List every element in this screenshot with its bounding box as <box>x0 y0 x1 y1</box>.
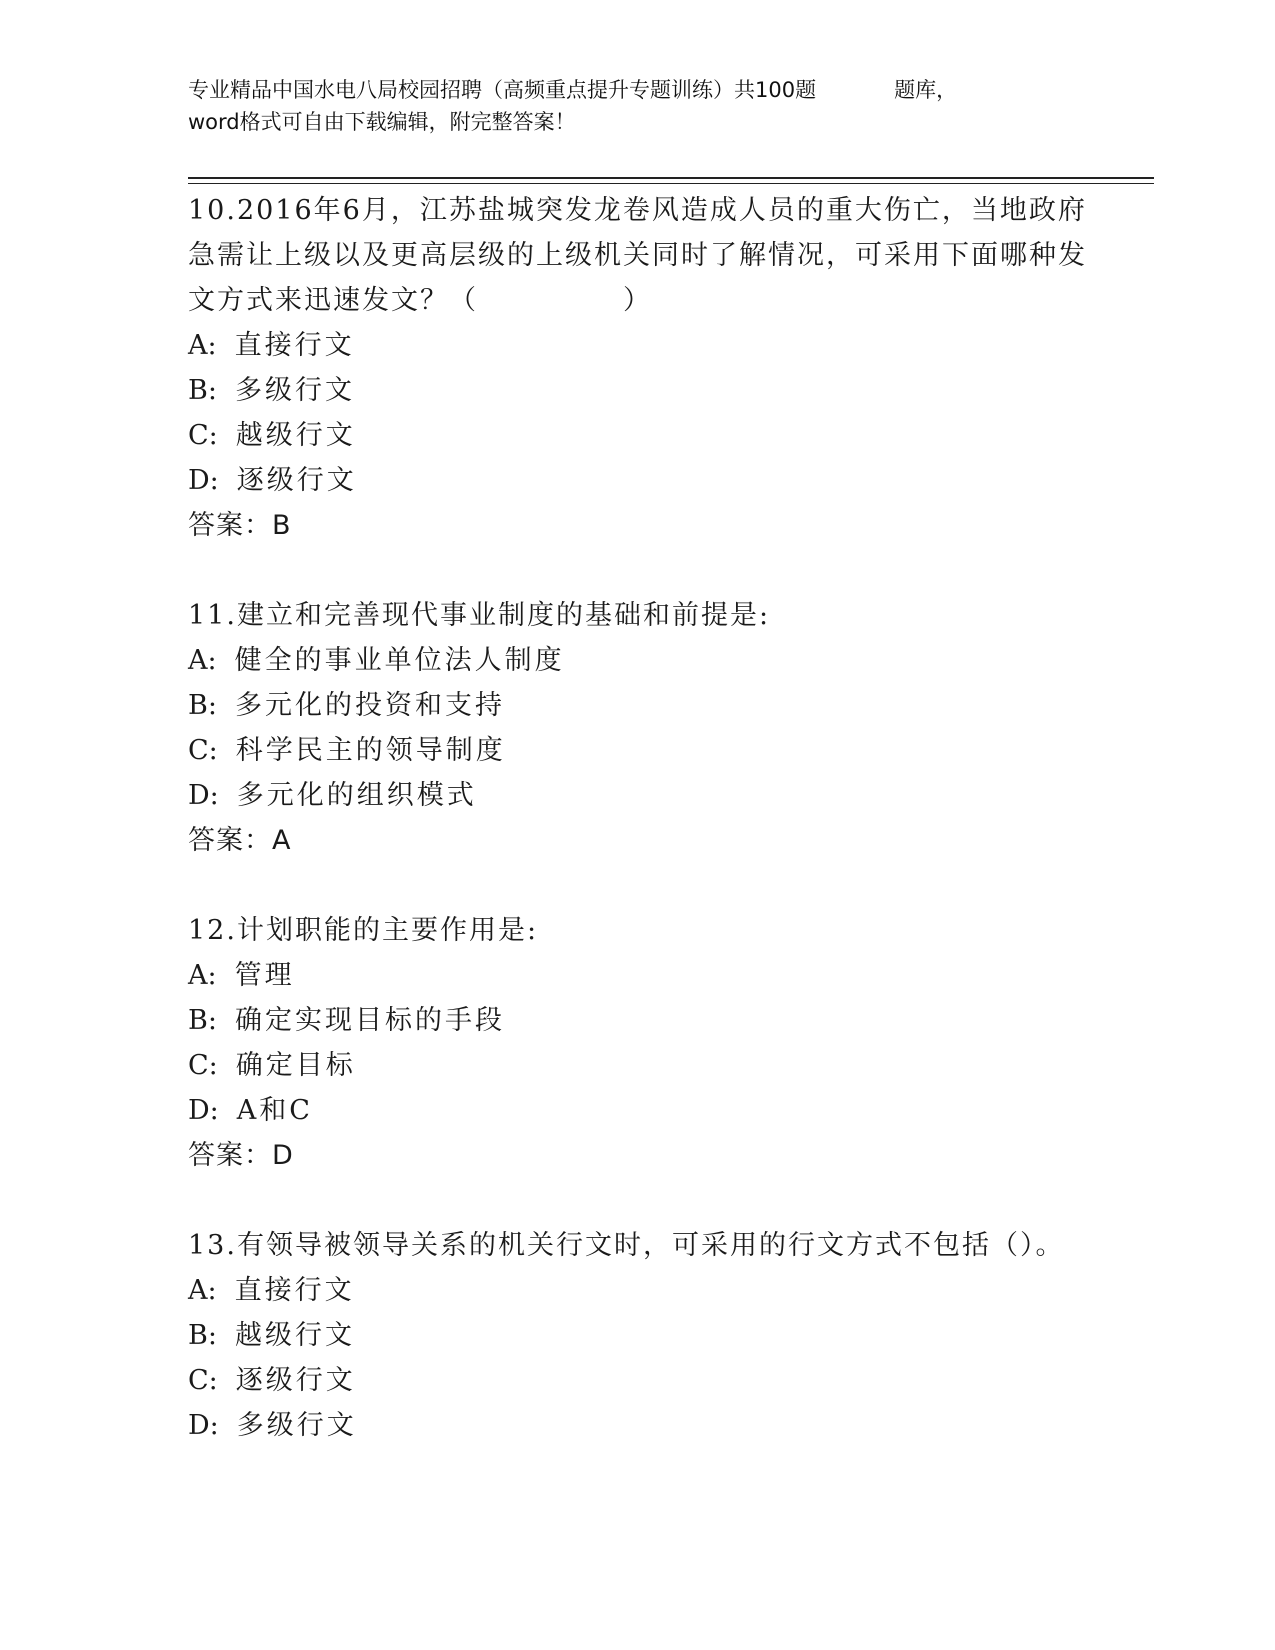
answer-line: 答案：A <box>188 825 292 856</box>
option-key: D: <box>188 1410 219 1441</box>
option-text: 多元化的投资和支持 <box>234 690 505 721</box>
header-suffix: 题库， <box>894 78 958 102</box>
option-text: 直接行文 <box>234 1275 355 1306</box>
option-text: 管理 <box>234 960 295 991</box>
answer-line: 答案：B <box>188 510 292 541</box>
question-stem: 2016年6月，江苏盐城突发龙卷风造成人员的重大伤亡，当地政府急需让上级以及更高层级的上级机关同时了解情况，可采用下面哪种发文方式来迅速发文？（ ） <box>188 195 1087 316</box>
question-item <box>188 1223 1088 1448</box>
option-a <box>188 1268 1088 1313</box>
question-item <box>188 188 1088 548</box>
option-text: 确定实现目标的手段 <box>234 1005 505 1036</box>
option-text: 确定目标 <box>235 1050 356 1081</box>
option-text: 多级行文 <box>234 375 355 406</box>
question-item <box>188 908 1088 1178</box>
option-c <box>188 413 1088 458</box>
header-line-1 <box>188 74 1088 106</box>
option-text: 科学民主的领导制度 <box>235 735 506 766</box>
option-d <box>188 773 1088 818</box>
option-key: A: <box>188 330 217 361</box>
option-key: A: <box>188 645 217 676</box>
option-key: C: <box>188 1050 218 1081</box>
question-text <box>188 908 1088 953</box>
option-text: A和C <box>236 1095 313 1126</box>
option-b <box>188 368 1088 413</box>
question-item <box>188 593 1088 863</box>
option-d <box>188 458 1088 503</box>
question-number: 13. <box>188 1230 237 1261</box>
option-text: 逐级行文 <box>235 1365 356 1396</box>
option-key: B: <box>188 375 217 406</box>
option-a <box>188 953 1088 998</box>
option-c <box>188 728 1088 773</box>
option-text: 逐级行文 <box>236 465 357 496</box>
question-text <box>188 188 1088 323</box>
option-text: 直接行文 <box>234 330 355 361</box>
option-d <box>188 1403 1088 1448</box>
option-c <box>188 1043 1088 1088</box>
question-stem: 建立和完善现代事业制度的基础和前提是: <box>236 600 771 631</box>
option-text: 多元化的组织模式 <box>236 780 477 811</box>
option-text: 多级行文 <box>236 1410 357 1441</box>
option-a <box>188 638 1088 683</box>
option-key: B: <box>188 1005 217 1036</box>
option-b <box>188 1313 1088 1358</box>
answer-line: 答案：D <box>188 1140 294 1171</box>
header-divider-thin <box>188 183 1154 184</box>
option-key: A: <box>188 960 217 991</box>
question-stem: 有领导被领导关系的机关行文时，可采用的行文方式不包括（）。 <box>236 1230 1065 1261</box>
option-key: C: <box>188 420 218 451</box>
option-key: C: <box>188 1365 218 1396</box>
header-divider-thick <box>188 177 1154 179</box>
question-list <box>188 188 1088 1448</box>
document-header <box>188 74 1088 138</box>
option-key: A: <box>188 1275 217 1306</box>
option-key: D: <box>188 465 219 496</box>
question-number: 10. <box>188 195 237 226</box>
question-stem: 计划职能的主要作用是: <box>236 915 539 946</box>
option-key: D: <box>188 1095 219 1126</box>
question-number: 11. <box>188 600 237 631</box>
option-key: C: <box>188 735 218 766</box>
option-a <box>188 323 1088 368</box>
option-key: B: <box>188 1320 217 1351</box>
option-b <box>188 998 1088 1043</box>
question-number: 12. <box>188 915 237 946</box>
option-text: 健全的事业单位法人制度 <box>234 645 565 676</box>
header-title: 专业精品中国水电八局校园招聘（高频重点提升专题训练）共100题 <box>188 78 817 102</box>
question-text <box>188 593 1088 638</box>
option-text: 越级行文 <box>234 1320 355 1351</box>
option-key: D: <box>188 780 219 811</box>
option-c <box>188 1358 1088 1403</box>
option-key: B: <box>188 690 217 721</box>
option-d <box>188 1088 1088 1133</box>
header-line-2: word格式可自由下载编辑，附完整答案！ <box>188 110 576 134</box>
question-text <box>188 1223 1088 1268</box>
option-b <box>188 683 1088 728</box>
option-text: 越级行文 <box>235 420 356 451</box>
